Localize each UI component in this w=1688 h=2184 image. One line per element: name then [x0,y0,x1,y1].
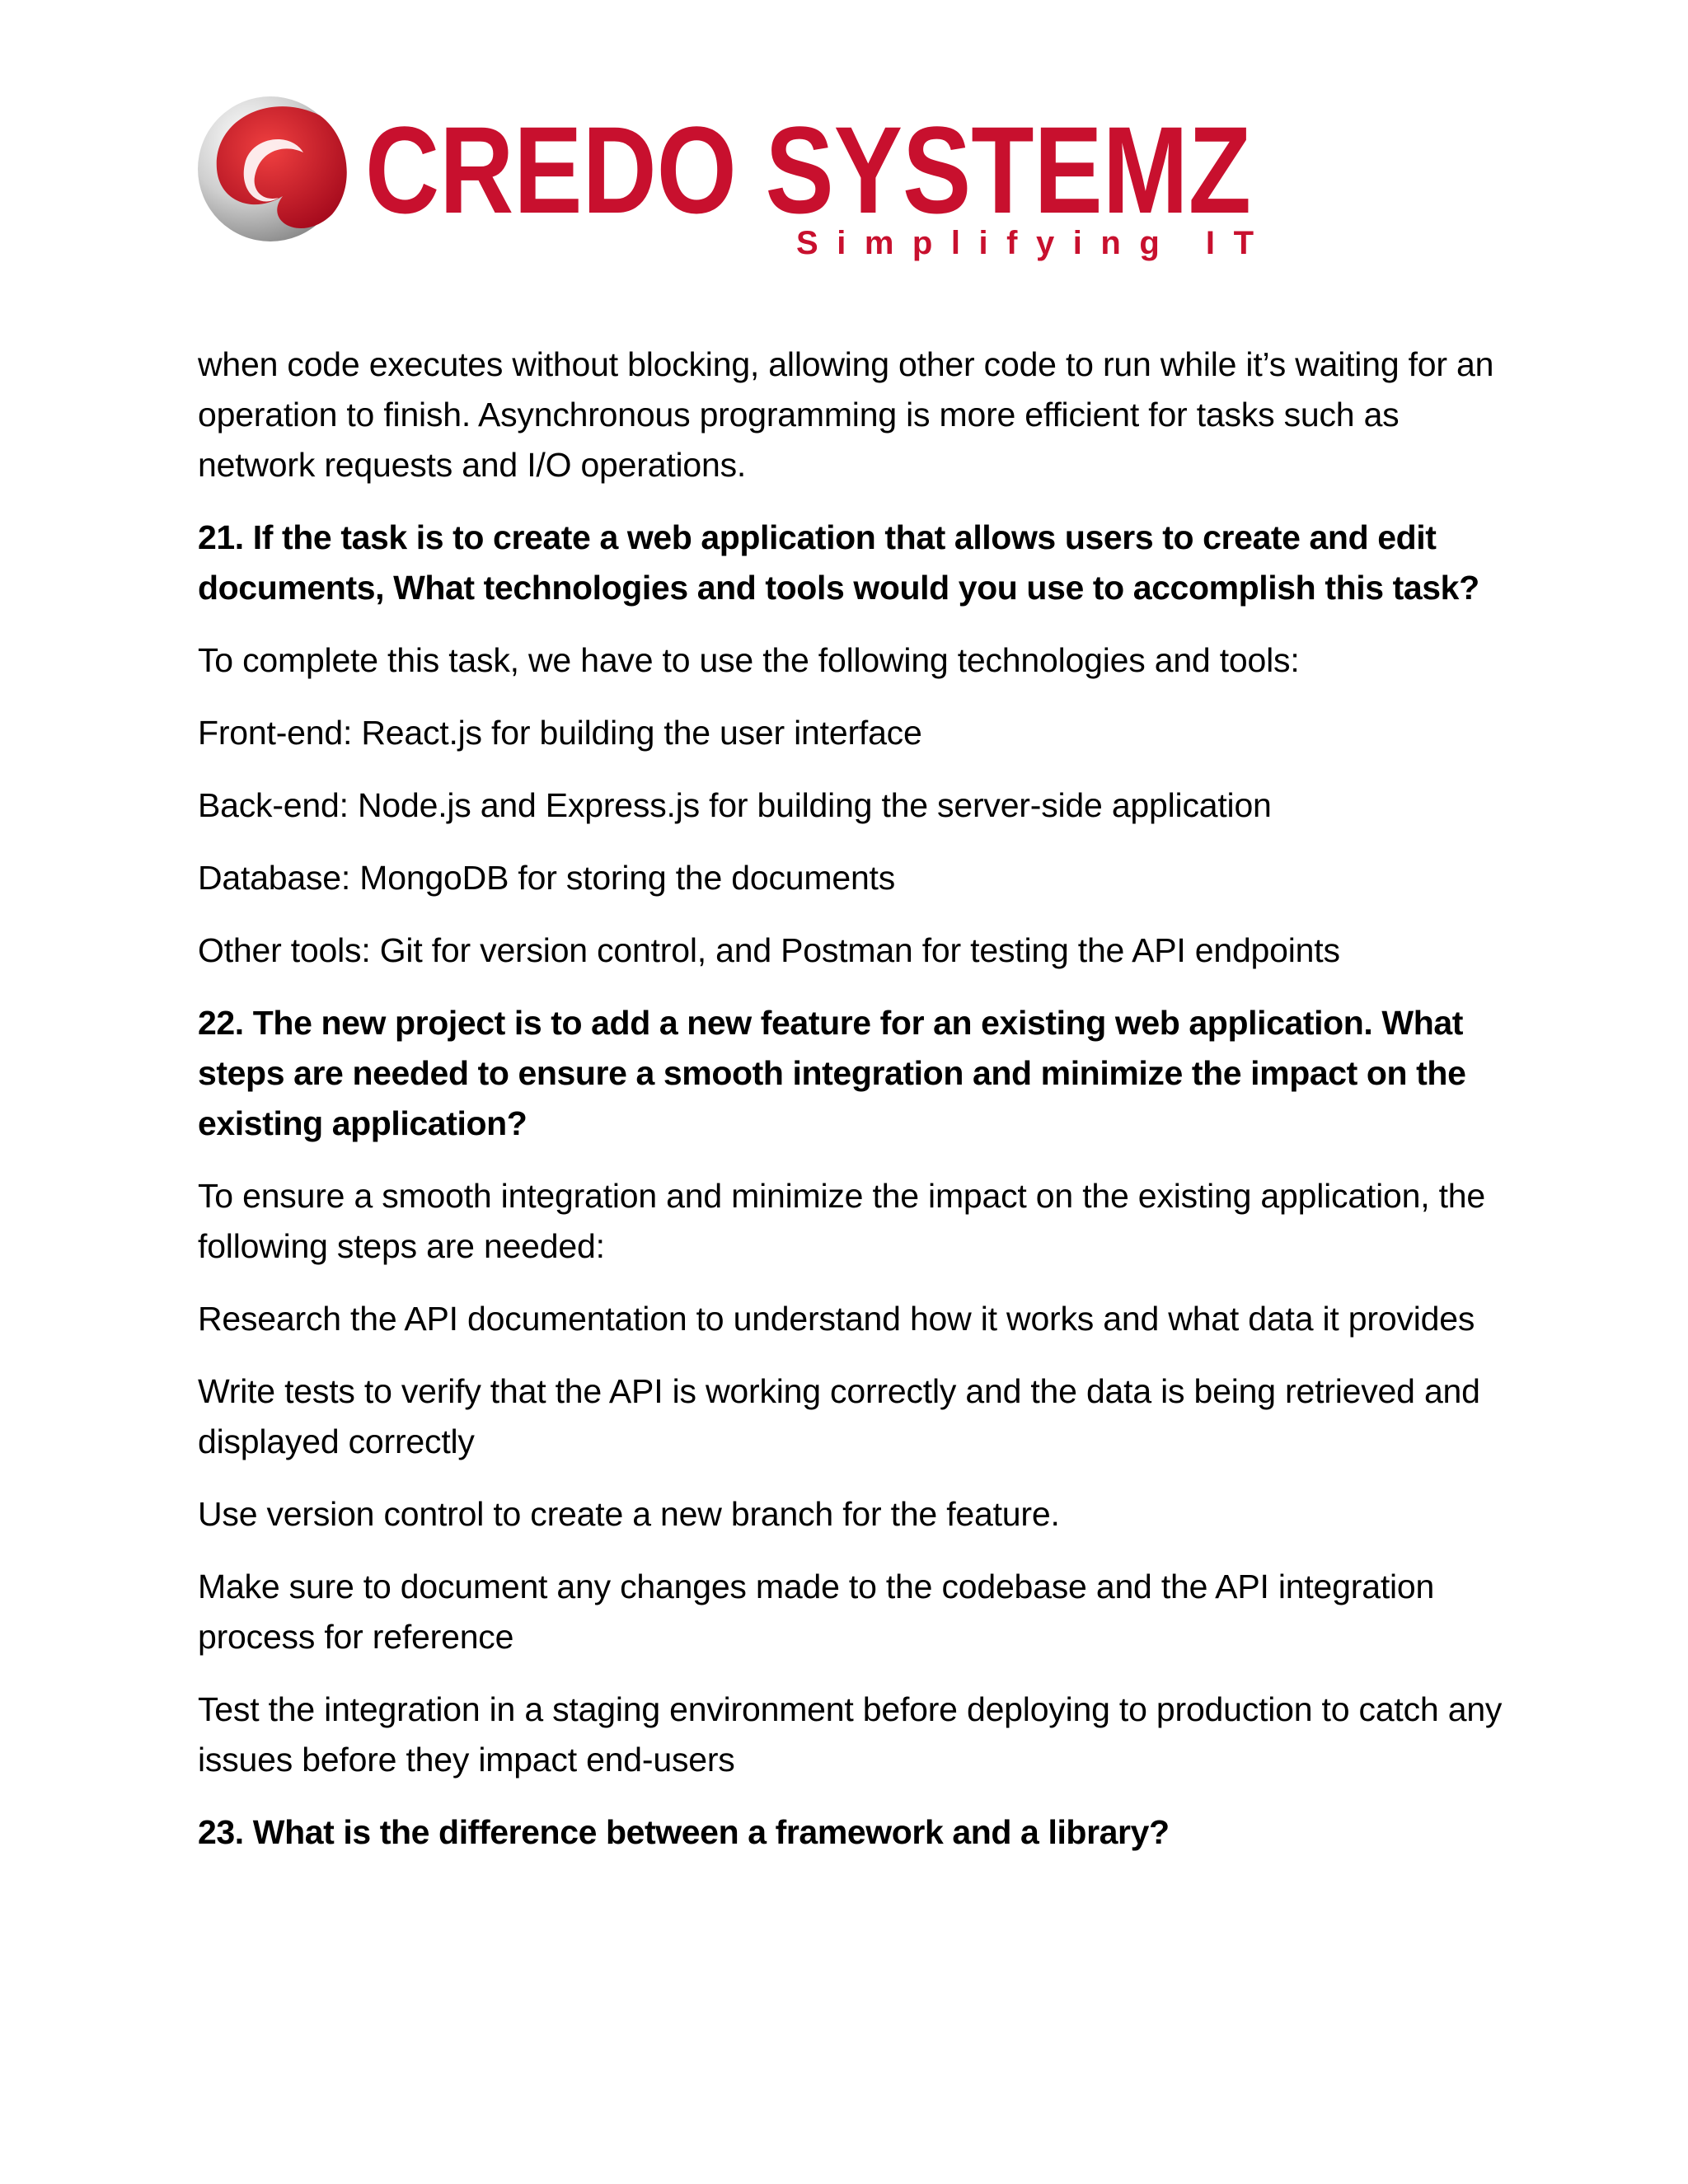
credo-swirl-logo-icon [198,96,347,241]
document-body [198,340,1508,1880]
paragraph-write-tests: Write tests to verify that the API is working correctly and the data is being retrieved and displayed correctly [198,1372,1480,1460]
paragraph-back-end: Back-end: Node.js and Express.js for building the server-side application [198,786,1272,824]
credo-systemz-logo [196,91,1268,272]
paragraph-front-end: Front-end: React.js for building the user interface [198,714,922,752]
paragraph-staging-test: Test the integration in a staging environment before deploying to production to catch any issues before they impact end-users [198,1690,1503,1779]
paragraph-other-tools: Other tools: Git for version control, and Postman for testing the API endpoints [198,931,1340,969]
paragraph-database: Database: MongoDB for storing the documents [198,859,896,897]
paragraph-tools-intro: To complete this task, we have to use the following technologies and tools: [198,641,1300,679]
question-22-heading: 22. The new project is to add a new feature for an existing web application. What steps are needed to ensure a smooth integration and minimize the impact on the existing application? [198,1004,1466,1142]
question-21-heading: 21. If the task is to create a web application that allows users to create and edit documents, What technologies and tools would you use to accomplish this task? [198,518,1479,607]
logo-wordmark: CREDO SYSTEMZ [365,101,1251,239]
paragraph-research-api: Research the API documentation to understand how it works and what data it provides [198,1300,1475,1338]
paragraph-integration-intro: To ensure a smooth integration and minimize the impact on the existing application, the following steps are needed: [198,1177,1486,1265]
logo-tagline: Simplifying IT [796,225,1254,261]
paragraph-document-changes: Make sure to document any changes made to the codebase and the API integration process for reference [198,1568,1435,1656]
question-23-heading: 23. What is the difference between a framework and a library? [198,1813,1170,1851]
paragraph-version-control: Use version control to create a new branch for the feature. [198,1495,1060,1533]
paragraph-async-continuation: when code executes without blocking, allowing other code to run while it’s waiting for an operation to finish. Asynchronous programming is more efficient for tasks such as network requests and I/O operations. [198,345,1494,484]
